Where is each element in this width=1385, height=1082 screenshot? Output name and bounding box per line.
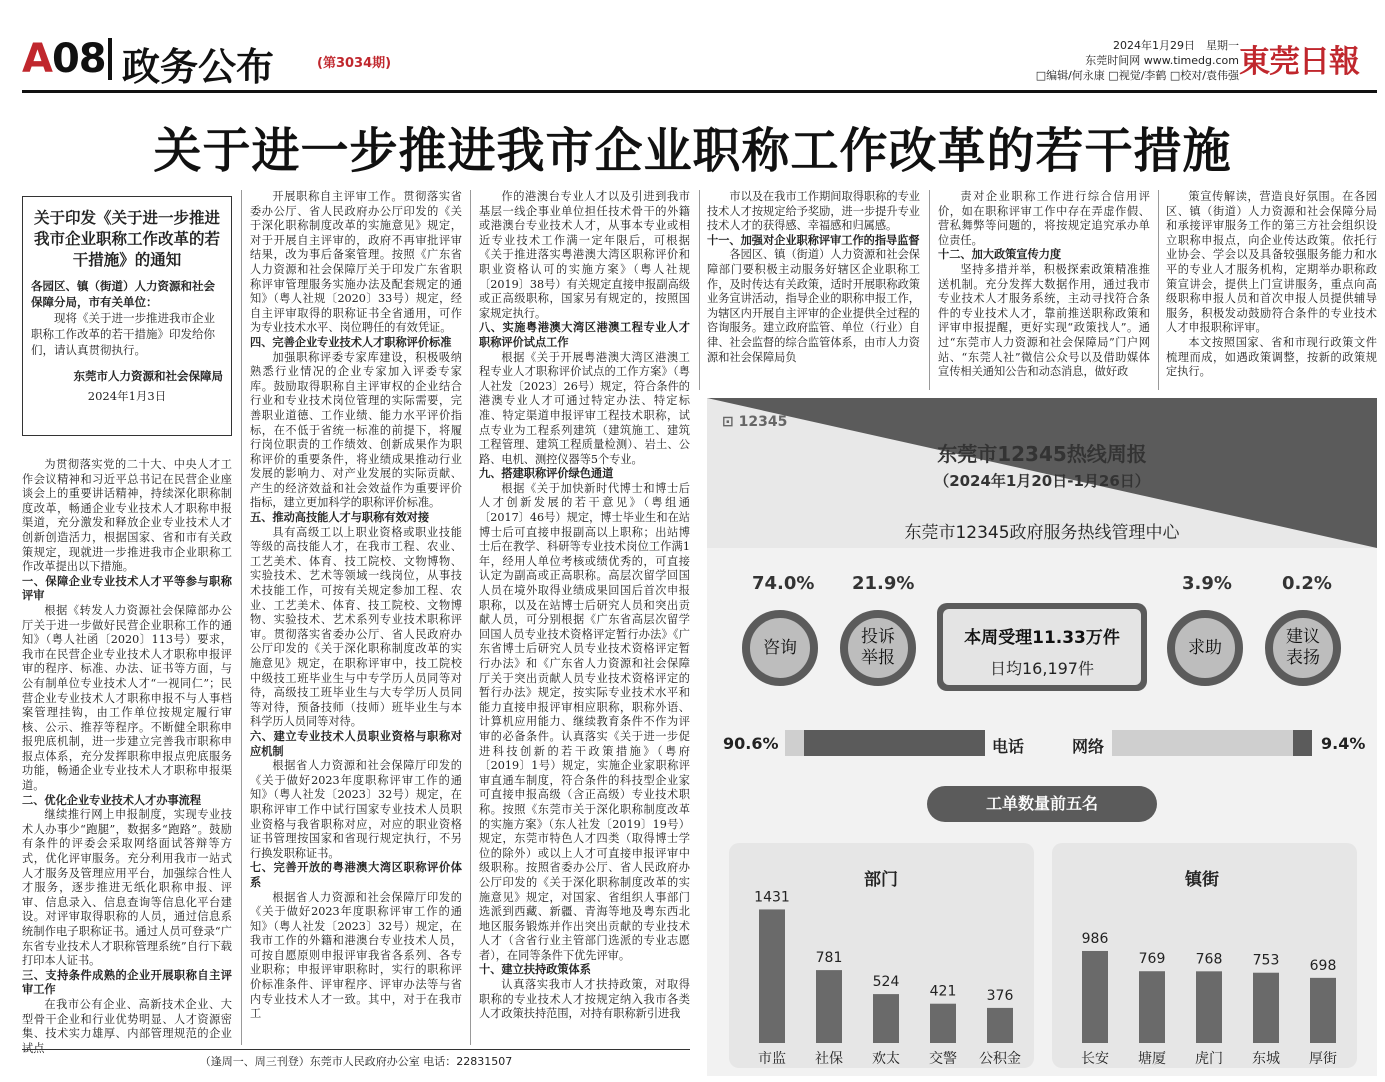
- article-title: 关于进一步推进我市企业职称工作改革的若干措施: [153, 123, 1232, 179]
- section-heading: 十一、加强对企业职称评审工作的指导监督: [707, 233, 920, 247]
- paragraph: 根据《转发人力资源社会保障部办公厅关于进一步做好民营企业职称工作的通知》（粤人社函〔2020〕113号）要求，我市在民营企业专业技术人才职称申报评审的程序、标准、办法、证书等方面，与公有制单位专业技术人才“一视同仁”；民营企业专业技术人才职称申报不与人事档案管理挂钩，由工作单位按规定履行审核、公示、推荐等程序。不断健全职称申报兜底机制，进一步建立完善我市职称申报点体系，充分发挥职称申报点兜底服务功能，畅通企业专业技术人才职称申报渠道。: [22, 603, 232, 793]
- web-bar-track: [1112, 730, 1312, 756]
- page-footer: （逢周一、周三刊登）东莞市人民政府办公室 电话：22831507: [22, 1049, 690, 1075]
- infographic-period: （2024年1月20日-1月26日）: [934, 472, 1150, 490]
- circle-complaint: 投诉举报: [840, 610, 916, 686]
- circle-suggest: 建议表扬: [1265, 610, 1341, 686]
- hotline-logo-icon: ⊡ 12345: [722, 414, 788, 430]
- bar-value-label: 753: [1252, 952, 1280, 969]
- paragraph: 加强职称评委专家库建设，积极吸纳熟悉行业情况的企业专家加入评委专家库。鼓励取得职称自主评审权的企业结合行业和专业技术岗位管理的实际需要，完善职业道德、工作业绩、能力水平评价指标，在不低于省统一标准的前提下，将履行岗位职责的工作绩效、创新成果作为职称评价的重要条件，将业绩成果推动行业发展的影响力、对产业发展的实际贡献、产生的经济效益和社会效益作为重要评价指标，建立更加科学的职称评价标准。: [250, 350, 462, 510]
- header-staff: □编辑/何永康 □视觉/李鹤 □校对/袁伟强: [1035, 69, 1239, 82]
- bar-欢太: [873, 994, 899, 1043]
- bar-value-label: 1431: [754, 889, 790, 906]
- bar-厚街: [1310, 978, 1336, 1043]
- section-heading: 七、完善开放的粤港澳大湾区职称评价体系: [250, 861, 462, 889]
- newspaper-logo: 東莞日報: [1239, 44, 1359, 80]
- category-label: 厚街: [1309, 1051, 1337, 1067]
- paragraph: 具有高级工以上职业资格或职业技能等级的高技能人才，在我市工程、农业、工艺美术、体育、技工院校、文物博物、实验技术、艺术等领域一线岗位，从事技术技能工作，可按有关规定参加工程、农业、工艺美术、体育、技工院校、文物博物、实验技术、艺术系列专业技术职称评审。贯彻落实省委办公厅、省人民政府办公厅印发的《关于深化职称制度改革的实施意见》规定，在职称评审中，技工院校中级技工班毕业生与中专学历人员同等对待，高级技工班毕业生与大专学历人员同等对待，预备技师（技师）班毕业生与本科学历人员同等对待。: [250, 525, 462, 729]
- hotline-infographic: [707, 398, 1377, 1076]
- section-heading: 十、建立扶持政策体系: [479, 963, 591, 977]
- paragraph: 认真落实我市人才扶持政策，对取得职称的专业技术人才按规定纳入我市各类人才政策扶持范围，对持有职称新引进我: [479, 978, 690, 1021]
- header-date: 2024年1月29日 星期一: [1113, 39, 1239, 52]
- issue-number: (第3034期): [317, 56, 392, 71]
- article-column-2: [250, 190, 462, 1046]
- paragraph: 继续推行网上申报制度，实现专业技术人办事少“跑腿”，数据多“跑路”。鼓励有条件的评委会采取网络面试答辩等方式，优化评审服务。充分利用我市一站式人才服务及管理应用平台，加强综合性人才服务，逐步推进无纸化职称申报、评审、信息录入、信息查询等信息化平台建设。对评审取得职称的人员，通过信息系统制作电子职称证书。通过人员可登录“广东省专业技术人才职称管理系统”自行下载打印本人证书。: [22, 808, 232, 968]
- section-heading: 八、实施粤港澳大湾区港澳工程专业人才职称评价试点工作: [479, 321, 690, 349]
- paragraph: 责对企业职称工作进行综合信用评价，如在职称评审工作中存在弄虚作假、营私舞弊等问题的，将按规定追究承办单位责任。: [938, 190, 1150, 247]
- notice-body: 现将《关于进一步推进我市企业职称工作改革的若干措施》印发给你们，请认真贯彻执行。: [31, 311, 215, 357]
- category-label: 虎门: [1195, 1051, 1223, 1067]
- phone-bar-track: [785, 730, 985, 756]
- top5-title: 工单数量前五名: [927, 786, 1157, 822]
- section-heading: 二、优化企业专业技术人才办事流程: [22, 793, 202, 807]
- notice-signer: 东莞市人力资源和社会保障局: [73, 369, 223, 383]
- bar-value-label: 768: [1195, 951, 1223, 968]
- notice-box: [22, 196, 232, 436]
- article-column-3: [479, 190, 690, 1046]
- category-label: 公积金: [979, 1051, 1021, 1067]
- paragraph: 本文按照国家、省和市现行政策文件梳理而成，如遇政策调整，按新的政策规定执行。: [1166, 335, 1377, 379]
- notice-title: 关于印发《关于进一步推进我市企业职称工作改革的若干措施》的通知: [33, 208, 220, 269]
- bar-长安: [1082, 951, 1108, 1043]
- header-rule: [22, 90, 1377, 93]
- bar-东城: [1253, 973, 1279, 1043]
- page-number: A08: [22, 36, 106, 82]
- section-heading: 三、支持条件成熟的企业开展职称自主评审工作: [22, 968, 232, 997]
- section-heading: 四、完善企业专业技术人才职称评价标准: [250, 335, 452, 349]
- bar-value-label: 421: [929, 983, 957, 1000]
- section-heading: 九、搭建职称评价绿色通道: [479, 467, 614, 481]
- section-heading: 十二、加大政策宣传力度: [938, 248, 1062, 262]
- category-label: 欢太: [872, 1051, 900, 1067]
- paragraph: 各园区、镇（街道）人力资源和社会保障部门要积极主动服务好辖区企业职称工作，及时传达有关政策，适时开展职称政策业务宣讲活动，指导企业的职称申报工作，为辖区内开展自主评审的企业提供全过程的咨询服务。建立政府监管、单位（行业）自律、社会监督的综合监管体系，由市人力资源和社会保障局负: [707, 248, 920, 364]
- phone-label: 电话: [992, 737, 1025, 756]
- paragraph: 根据《关于加快新时代博士和博士后人才创新发展的若干意见》（粤组通〔2017〕46号）规定，博士毕业生和在站博士后可直接申报副高以上职称；出站博士后在教学、科研等专业技术岗位工作满1年，经用人单位考核或绩优秀的，可直接认定为副高或正高职称。高层次留学回国人员在境外取得业绩成果回国后首次申报职称，以及在站博士后研究人员和突出贡献人员，可分别根据《广东省高层次留学回国人员专业技术资格评定暂行办法》《广东省博士后研究人员专业技术资格评定暂行办法》和《广东省人力资源和社会保障厅关于突出贡献人员专业技术资格评定的暂行办法》规定，按实际专业技术水平和能力直接申报评审相应职称，职称外语、计算机应用能力、继续教育条件不作为评审的必备条件。认真落实《关于进一步促进科技创新的若干政策措施》（粤府〔2019〕1号）规定，实施企业家职称评审直通车制度，符合条件的科技型企业家可直接申报高级（含正高级）专业技术职称。按照《东莞市关于深化职称制度改革的实施方案》（东人社发〔2019〕19号）规定，东莞市特色人才四类（取得博士学位的除外）或以上人才可直接申报评审中级职称。按照省委办公厅、省人民政府办公厅印发的《关于深化职称制度改革的实施意见》规定，对国家、省组织人事部门选派到西藏、新疆、青海等地及粤东西北地区服务锻炼并作出突出贡献的专业技术人才（含省行业主管部门选派的专业志愿者），在同等条件下优先评审。: [479, 481, 690, 962]
- town-panel-title: 镇街: [1185, 870, 1219, 890]
- infographic-center: 东莞市12345政府服务热线管理中心: [904, 523, 1180, 543]
- article-column-5: [938, 190, 1150, 390]
- paragraph: 为贯彻落实党的二十大、中央人才工作会议精神和习近平总书记在民营企业座谈会上的重要讲话精神，持续深化职称制度改革，畅通企业专业技术人才职称申报渠道，充分激发和释放企业专业技术人才创新创造活力，根据国家、省和市有关政策规定，现就进一步推进我市企业职称工作改革提出以下措施。: [22, 458, 232, 574]
- category-label: 社保: [815, 1051, 843, 1067]
- category-label: 东城: [1252, 1051, 1280, 1067]
- category-label: 塘厦: [1138, 1051, 1166, 1067]
- column-divider: [1158, 190, 1159, 390]
- bar-市监: [759, 909, 785, 1043]
- bar-交警: [930, 1004, 956, 1043]
- paragraph: 策宣传解读，营造良好氛围。在各园区、镇（街道）人力资源和社会保障分局和承接评审服务工作的第三方社会组织设立职称申报点，向企业传达政策。依托行业协会、学会以及具备较强服务能力和水平的专业人才服务机构，定期举办职称政策宣讲会，提供上门宣讲服务，重点向高级职称申报人员和首次申报人员提供辅导服务，积极发动鼓励符合条件的专业技术人才申报职称评审。: [1166, 190, 1377, 335]
- column-divider: [699, 190, 700, 390]
- weekly-total: 本周受理11.33万件: [964, 628, 1120, 648]
- town-panel: [1052, 843, 1357, 1068]
- section-heading: 一、保障企业专业技术人才平等参与职称评审: [22, 574, 232, 603]
- bar-虎门: [1196, 971, 1222, 1043]
- section-heading: 五、推动高技能人才与职称有效对接: [250, 511, 430, 525]
- paragraph: 作的港澳台专业人才以及引进到我市基层一线企事业单位担任技术骨干的外籍或港澳台专业技术人才，从事本专业或相近专业技术工作满一定年限后，可根据《关于推进落实粤港澳大湾区职称评价和职业资格认可的实施方案》（粤人社规〔2019〕38号）有关规定直接申报副高级或正高级职称，国家另有规定的，按照国家规定执行。: [479, 190, 690, 320]
- column-divider: [241, 190, 242, 1045]
- bar-value-label: 986: [1081, 930, 1109, 947]
- article-column-6: [1166, 190, 1377, 390]
- bar-社保: [816, 970, 842, 1043]
- phone-pct: 90.6%: [723, 734, 779, 753]
- category-label: 交警: [929, 1051, 957, 1067]
- web-bar-fill: [1293, 730, 1312, 756]
- infographic-title: 东莞市12345热线周报: [937, 442, 1147, 466]
- category-label: 市监: [758, 1051, 786, 1067]
- pct-consult: 74.0%: [752, 573, 815, 594]
- bar-公积金: [987, 1008, 1013, 1043]
- bar-value-label: 524: [872, 974, 900, 991]
- paragraph: 市以及在我市工作期间取得职称的专业技术人才按规定给予奖励，进一步提升专业技术人才的获得感、幸福感和归属感。: [707, 190, 920, 233]
- paragraph: 开展职称自主评审工作。贯彻落实省委办公厅、省人民政府办公厅印发的《关于深化职称制度改革的实施意见》规定，对于开展自主评审的，政府不再审批评审结果，改为事后备案管理。按照《广东省人力资源和社会保障厅关于印发广东省职称评审管理服务实施办法及配套规定的通知》（粤人社规〔2020〕33号）规定，经自主评审取得的职称证书全省通用，可作为专业技术水平、岗位聘任的有效凭证。: [250, 190, 462, 335]
- article-column-1: [22, 458, 232, 1055]
- circle-help: 求助: [1167, 610, 1243, 686]
- bar-value-label: 698: [1309, 957, 1337, 974]
- header-divider: [108, 38, 112, 80]
- daily-average: 日均16,197件: [990, 659, 1094, 678]
- paragraph: 在我市公有企业、高新技术企业、大型骨干企业和行业优势明显、人才资源密集、技术实力雄厚、内部管理规范的企业试点: [22, 997, 232, 1055]
- pct-help: 3.9%: [1182, 573, 1232, 594]
- web-pct: 9.4%: [1321, 734, 1366, 753]
- dept-panel: [729, 843, 1034, 1068]
- article-column-4: [707, 190, 920, 390]
- notice-date: 2024年1月3日: [87, 389, 167, 403]
- pct-suggest: 0.2%: [1282, 573, 1332, 594]
- pct-complaint: 21.9%: [852, 573, 915, 594]
- section-heading: 六、建立专业技术人员职业资格与职称对应机制: [250, 729, 462, 758]
- header-site: 东莞时间网 www.timedg.com: [1085, 54, 1239, 67]
- column-divider: [929, 190, 930, 390]
- dept-panel-title: 部门: [864, 870, 898, 890]
- bar-value-label: 769: [1138, 951, 1166, 968]
- bar-塘厦: [1139, 971, 1165, 1043]
- paragraph: 根据《关于开展粤港澳大湾区港澳工程专业人才职称评价试点的工作方案》（粤人社发〔2023〕26号）规定，符合条件的港澳专业人才可通过特定办法、特定标准、特定渠道申报评审工程技术职称，试点专业为工程系列建筑（建筑施工、建筑工程管理、建筑工程质量检测）、岩土、公路、电机、测控仪器等5个专业。: [479, 350, 690, 466]
- category-label: 长安: [1081, 1051, 1109, 1067]
- web-label: 网络: [1072, 737, 1105, 756]
- header-meta: [1036, 38, 1239, 83]
- circle-consult: 咨询: [742, 610, 818, 686]
- phone-bar-fill: [804, 730, 985, 756]
- paragraph: 坚持多措并举，积极探索政策精准推送机制。充分发挥大数据作用，通过我市专业技术人才服务系统，主动寻找符合条件的专业技术人才，靠前推送职称政策和评审申报提醒，更好实现“政策找人”。通过“东莞市人力资源和社会保障局”门户网站、“东莞人社”微信公众号以及借助媒体宣传相关通知公告和动态消息，做好政: [938, 262, 1150, 379]
- paragraph: 根据省人力资源和社会保障厅印发的《关于做好2023年度职称评审工作的通知》（粤人社发〔2023〕32号）规定，在我市工作的外籍和港澳台专业技术人员，可按自愿原则申报评审我省各系列、各专业职称；申报评审职称时，实行的职称评价标准条件、评审程序、评审办法等与省内专业技术人才一致。其中，对于在我市工: [250, 890, 462, 1021]
- bar-value-label: 781: [815, 950, 843, 967]
- paragraph: 根据省人力资源和社会保障厅印发的《关于做好2023年度职称评审工作的通知》（粤人社发〔2023〕32号）规定，在职称评审工作中试行国家专业技术人员职业资格与我省职称对应，对应的职业资格证书管理按国家和省现行规定执行，不另行换发职称证书。: [250, 759, 462, 860]
- section-title: 政务公布: [122, 45, 275, 89]
- weekly-total-box: [937, 603, 1147, 691]
- column-divider: [470, 190, 471, 1045]
- bar-value-label: 376: [986, 987, 1014, 1004]
- notice-recipients: 各园区、镇（街道）人力资源和社会保障分局，市有关单位：: [31, 279, 215, 309]
